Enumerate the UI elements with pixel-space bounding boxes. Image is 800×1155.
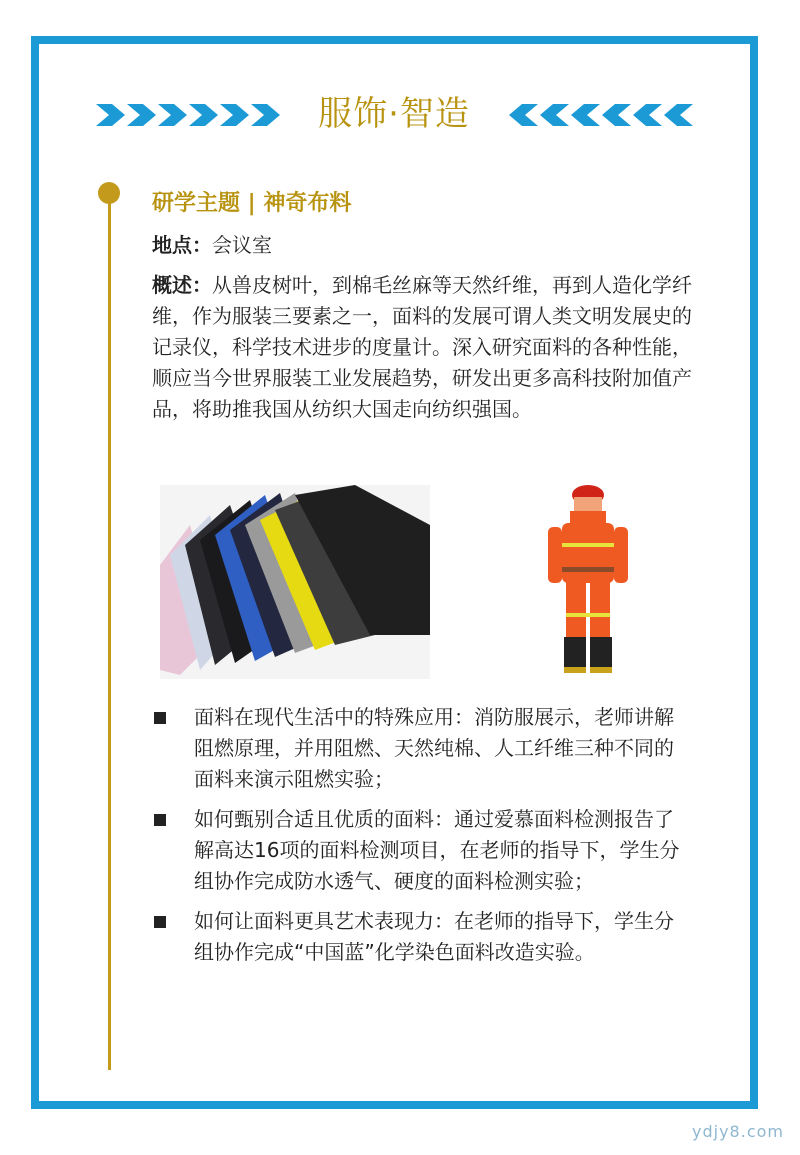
photos (160, 485, 700, 680)
header (0, 90, 800, 140)
list-item (152, 906, 692, 968)
location-label: 地点： (152, 233, 212, 257)
overview (152, 270, 692, 425)
fire-suit-image (540, 485, 640, 680)
list-item (152, 804, 692, 897)
bullet-square-icon (154, 916, 166, 928)
timeline-dot (98, 182, 120, 204)
overview-text: 从兽皮树叶，到棉毛丝麻等天然纤维，再到人造化学纤维，作为服装三要素之一，面料的发展可谓人类文明发展史的记录仪，科学技术进步的度量计。深入研究面料的各种性能，顺应当今世界服装工业发展趋势，研发出更多高科技附加值产品，将助推我国从纺织大国走向纺织强国。 (152, 273, 692, 421)
fabric-swatches-image (160, 485, 430, 679)
overview-label: 概述： (152, 273, 212, 297)
bullet-text: 如何让面料更具艺术表现力：在老师的指导下，学生分组协作完成“中国蓝”化学染色面料改造实验。 (194, 909, 674, 964)
list-item (152, 702, 692, 795)
location-value: 会议室 (212, 233, 272, 257)
chevrons-left-icon (508, 100, 693, 130)
location (152, 230, 692, 260)
bullet-text: 如何甄别合适且优质的面料：通过爱慕面料检测报告了解高达16项的面料检测项目，在老师的指导下，学生分组协作完成防水透气、硬度的面料检测实验； (194, 807, 680, 893)
bullet-text: 面料在现代生活中的特殊应用：消防服展示，老师讲解阻燃原理，并用阻燃、天然纯棉、人工纤维三种不同的面料来演示阻燃实验； (194, 705, 674, 791)
bullet-list (152, 702, 692, 977)
theme-heading: 研学主题 | 神奇布料 (152, 191, 352, 216)
content (152, 188, 692, 425)
watermark: ydjy8.com (692, 1122, 784, 1141)
bullet-square-icon (154, 814, 166, 826)
page-title: 服饰·智造 (318, 94, 470, 134)
timeline-line (108, 192, 111, 1070)
chevrons-right-icon (96, 100, 281, 130)
bullet-square-icon (154, 712, 166, 724)
